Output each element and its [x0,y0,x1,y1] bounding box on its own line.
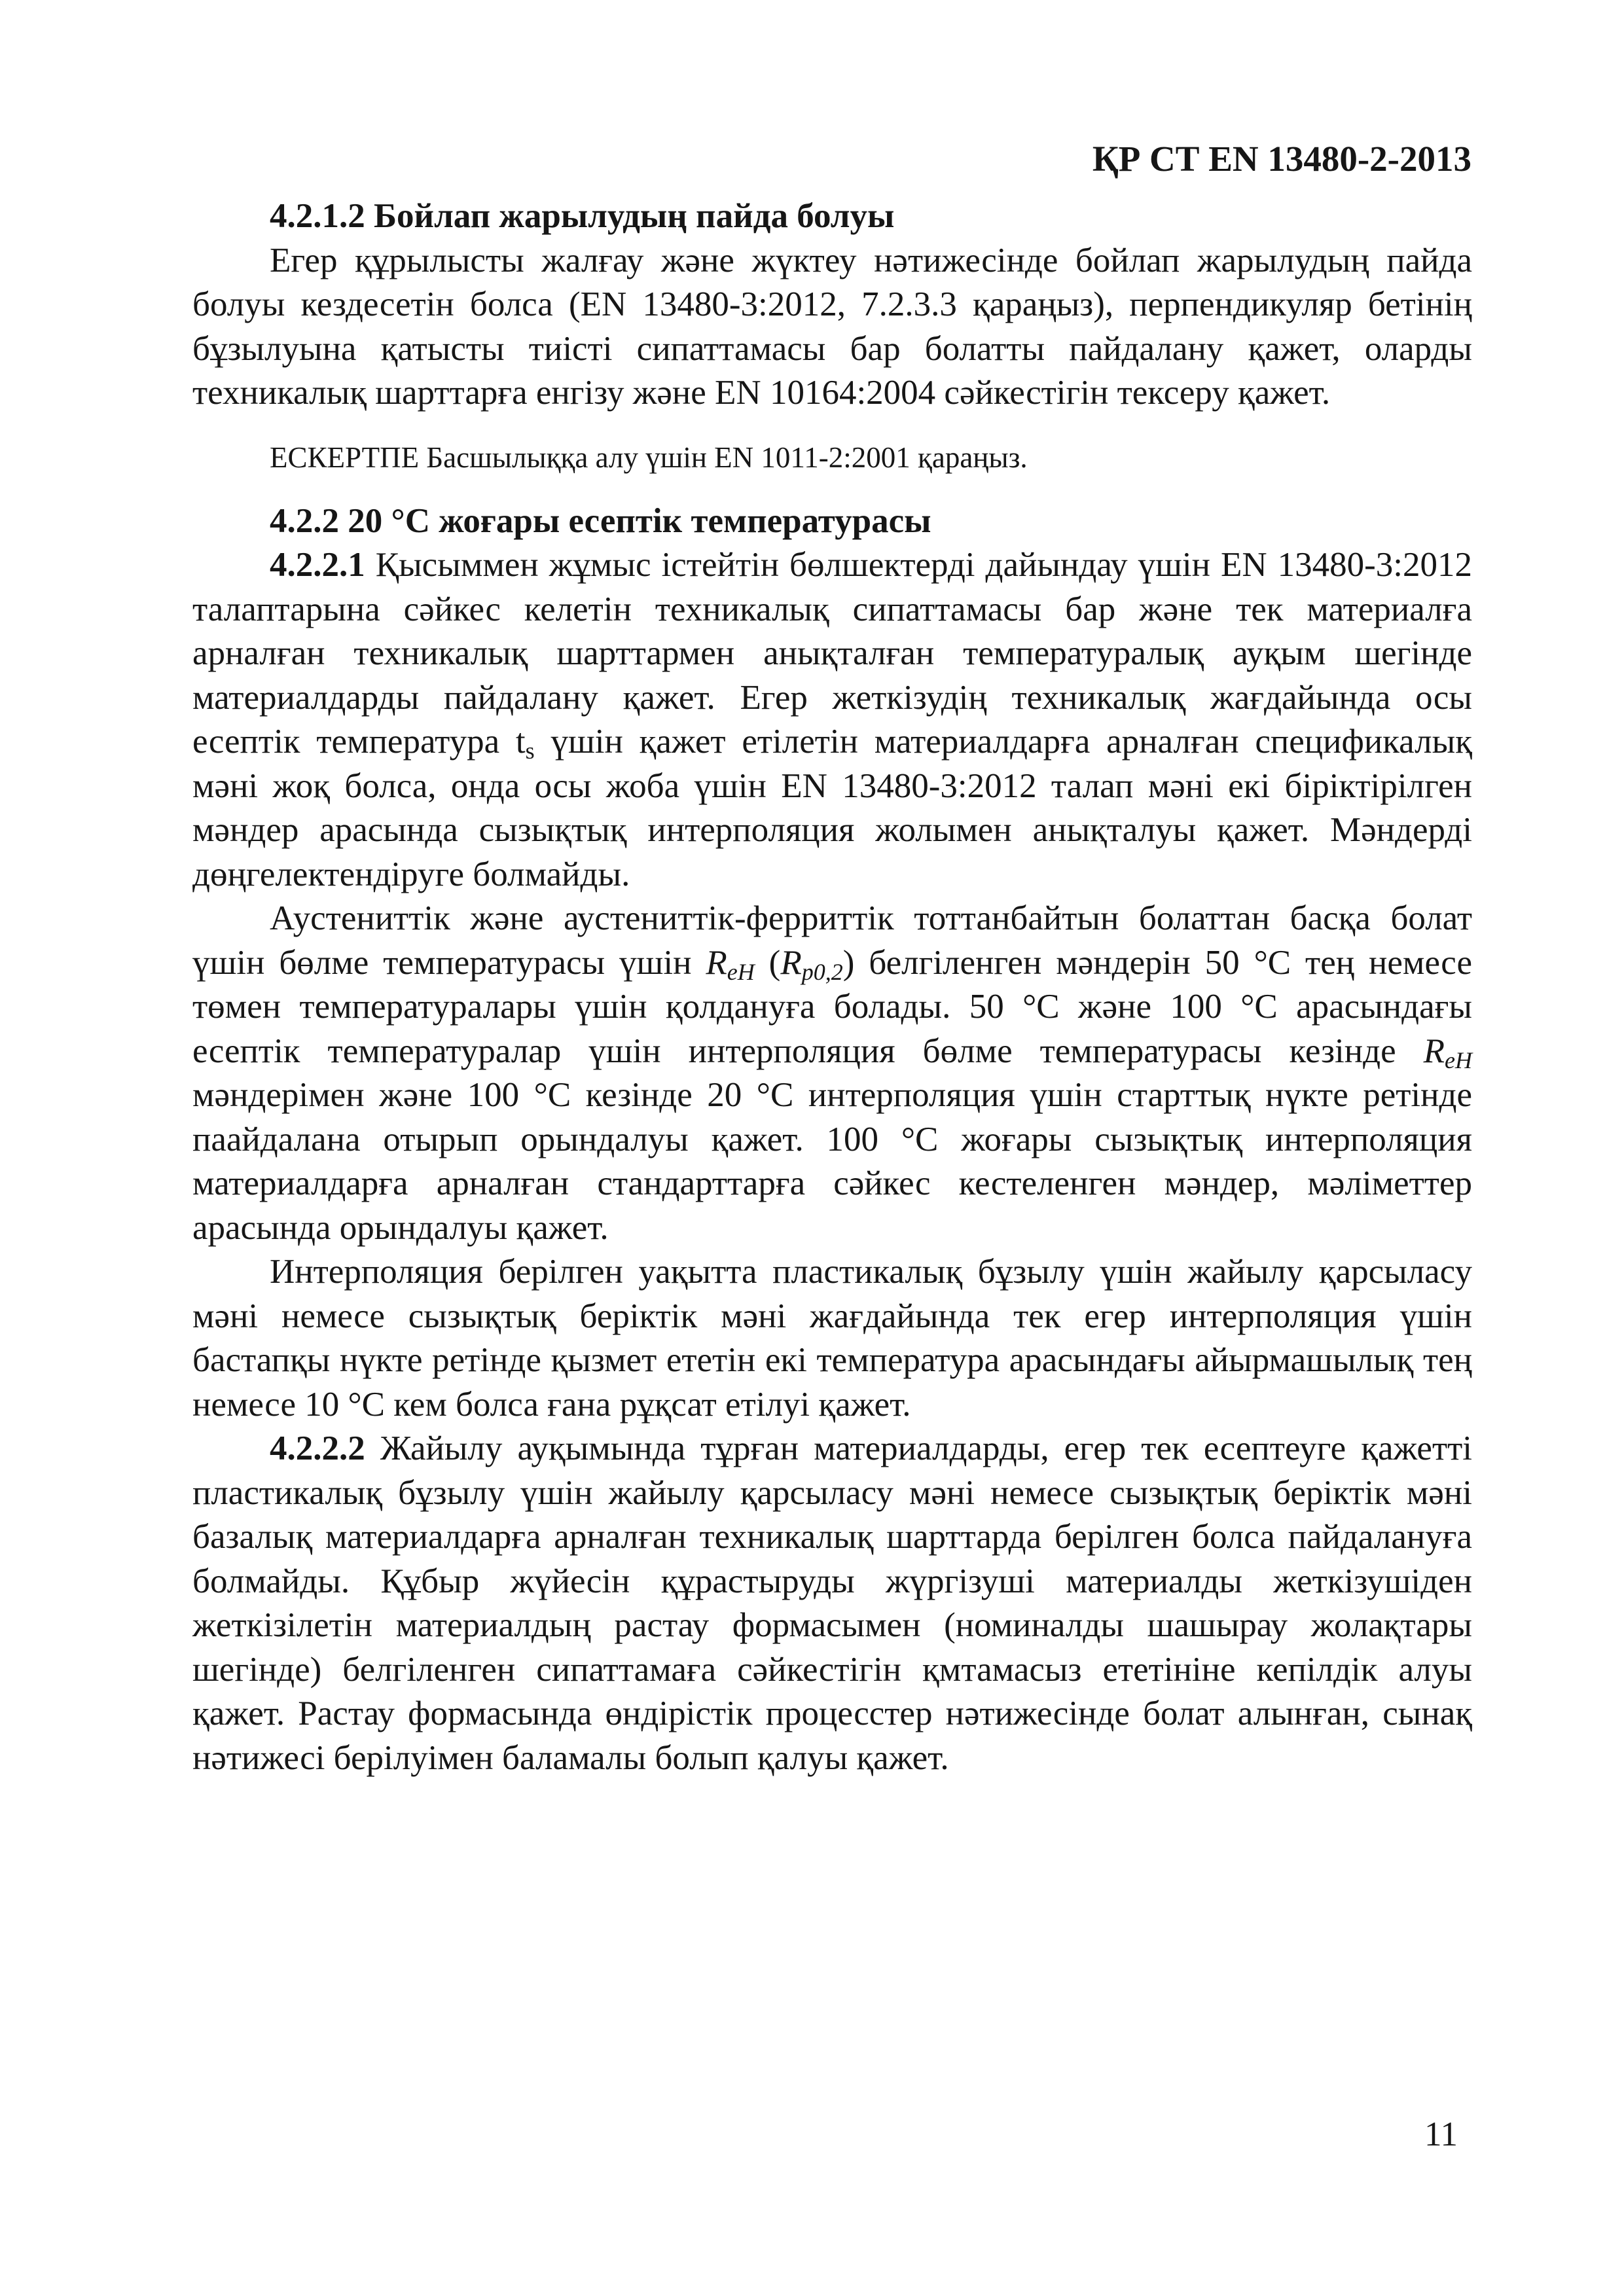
paragraph-austenitic-steels [192,897,1472,1250]
symbol-rp02: $R_{p0,2}$ [780,943,843,985]
clause-number-4-2-2-1: 4.2.2.1 [270,546,365,584]
page-number: 11 [1424,2115,1458,2153]
symbol-reh: $R_{eH}$ [1423,1031,1472,1073]
paragraph-4-2-2-2 [192,1427,1472,1780]
symbol-reh: $R_{eH}$ [706,943,755,985]
symbol-ts: $t_s$ [515,723,535,764]
paren-close: ) [842,943,855,982]
paragraph-text: Аустениттік және аустениттік-ферриттік тоттанбайтын болаттан басқа болат үшін бөлме температурасы үшін [192,899,1472,982]
section-heading-4-2-1-2: 4.2.1.2 Бойлап жарылудың пайда болуы [270,197,895,235]
clause-number-4-2-2-2: 4.2.2.2 [270,1429,365,1467]
paragraph-text: үшін қажет етілетін материалдарға арналған спецификалық мәні жоқ болса, онда осы жоба үшін EN 13480-3:2012 талап мәні екі біріктірілген мәндер арасында сызықтық интерполяция жолымен анықталуы қажет. Мәндерді дөңгелектендіруге болмайды. [192,723,1472,893]
paragraph-4-2-2-1 [192,543,1472,897]
paragraph-text: Қысыммен жұмыс істейтін бөлшектерді дайындау үшін EN 13480-3:2012 талаптарына сәйкес келетін техникалық сипаттамасы бар және тек материалға арналған техникалық шарттармен анықталған температуралық ауқым шегінде материалдарды пайдалану қажет. Егер жеткізудің техникалық жағдайында осы есептік температура [192,546,1472,761]
paragraph-text: белгіленген мәндерін 50 °С тең немесе төмен температуралары үшін қолдануға болады. 50 °С және 100 °С арасындағы есептік температуралар үшін интерполяция бөлме температурасы кезінде [192,943,1472,1070]
page-content [192,194,1472,1780]
paragraph-text: Жайылу ауқымында тұрған материалдарды, егер тек есептеуге қажетті пластикалық бұзылу үшін жайылу қарсыласу мәні немесе сызықтық беріктік мәні базалық материалдарға арналған техникалық шарттарда берілген болса пайдалануға болмайды. Құбыр жүйесін құрастыруды жүргізуші материалды жеткізушіден жеткізілетін материалдың растау формасымен (номиналды шашырау жолақтары шегінде) белгіленген сипаттамаға сәйкестігін қмтамасыз ететініне кепілдік алуы қажет. Растау формасында өндірістік процесстер нәтижесінде болат алынған, сынақ нәтижесі берілуімен баламалы болып қалуы қажет. [192,1429,1472,1777]
paragraph-longitudinal-cracking: Егер құрылысты жалғау және жүктеу нәтижесінде бойлап жарылудың пайда болуы кездесетін болса (EN 13480-3:2012, 7.2.3.3 қараңыз), перпендикуляр бетінің бұзылуына қатысты тиісті сипаттамасы бар болатты пайдалану қажет, оларды техникалық шарттарға енгізу және EN 10164:2004 сәйкестігін тексеру қажет. [192,241,1472,412]
paragraph-text: мәндерімен және 100 °С кезінде 20 °С интерполяция үшін старттық нүкте ретінде паайдалана отырып орындалуы қажет. 100 °С жоғары сызықтық интерполяция материалдарға арналған стандарттарға сәйкес кестеленген мәндер, мәліметтер арасында орындалуы қажет. [192,1076,1472,1247]
paren-open: ( [754,943,781,982]
paragraph-interpolation: Интерполяция берілген уақытта пластикалық бұзылу үшін жайылу қарсыласу мәні немесе сызықтық беріктік мәні жағдайында тек егер интерполяция үшін бастапқы нүкте ретінде қызмет ететін екі температура арасындағы айырмашылық тең немесе 10 °С кем болса ғана рұқсат етілуі қажет. [192,1253,1472,1424]
note-guidance: ЕСКЕРТПЕ Басшылыққа алу үшін EN 1011-2:2001 қараңыз. [270,440,1028,474]
section-heading-4-2-2: 4.2.2 20 °С жоғары есептік температурасы [270,501,931,540]
standard-code-header: ҚР СТ EN 13480-2-2013 [1092,139,1471,179]
